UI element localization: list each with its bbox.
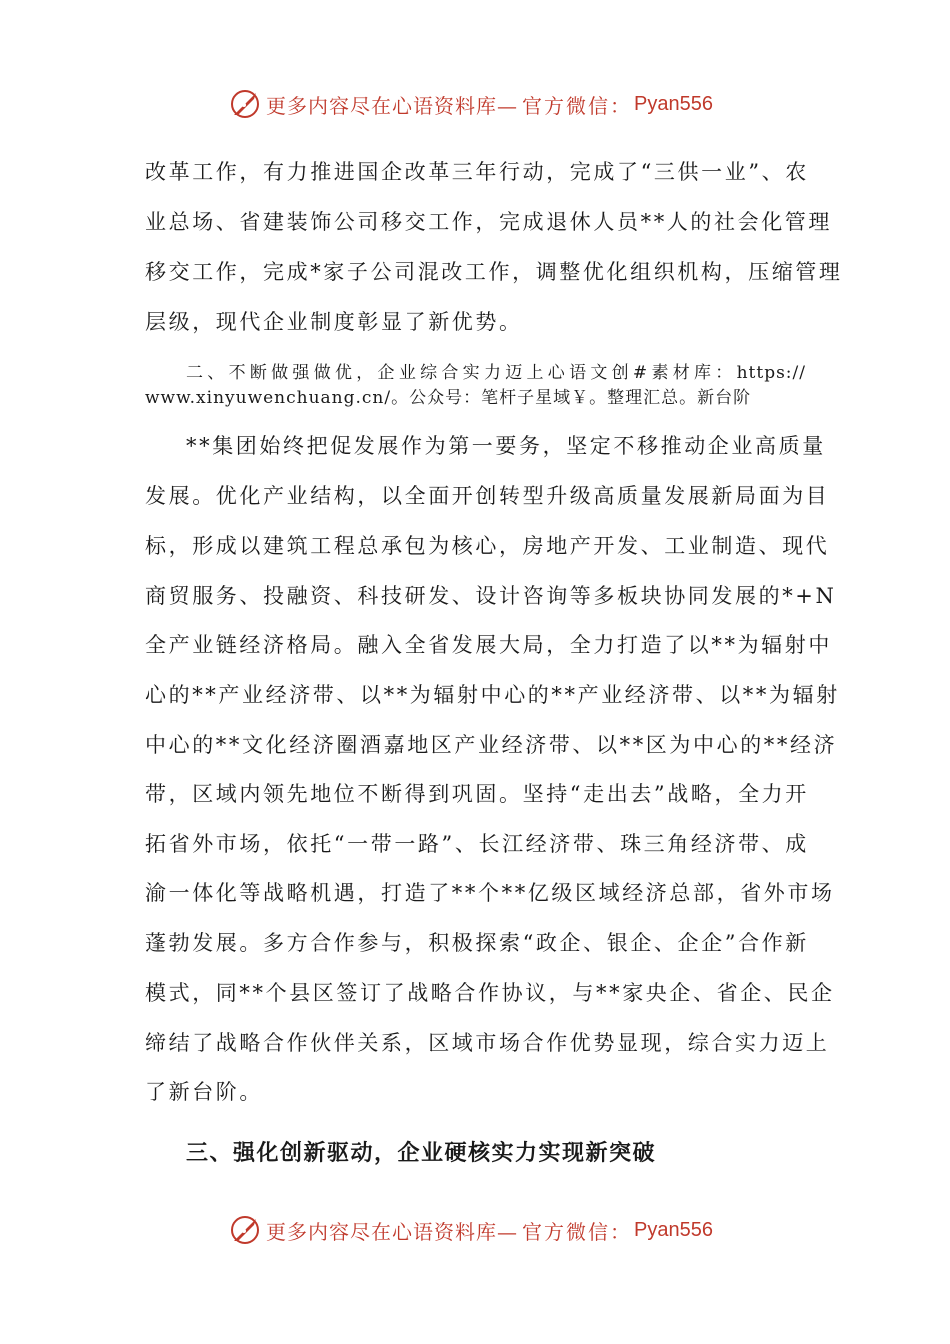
text-line: 带，区域内领先地位不断得到巩固。坚持“走出去”战略，全力开 <box>145 782 809 806</box>
text-line: 全产业链经济格局。融入全省发展大局，全力打造了以**为辐射中 <box>145 633 832 657</box>
text-line: 改革工作，有力推进国企改革三年行动，完成了“三供一业”、农 <box>145 160 809 184</box>
pen-logo-icon <box>228 87 262 121</box>
banner-main-text: 更多内容尽在心语资料库— <box>266 1219 518 1244</box>
banner-wechat-label: 官方微信： <box>522 93 632 118</box>
section-heading-3: 三、强化创新驱动，企业硬核实力实现新突破 <box>186 1141 657 1166</box>
banner-wechat-label: 官方微信： <box>522 1219 632 1244</box>
banner-wechat-id: Pyan556 <box>634 92 713 115</box>
text-line: **集团始终把促发展作为第一要务，坚定不移推动企业高质量 <box>186 434 826 458</box>
text-line: 蓬勃发展。多方合作参与，积极探索“政企、银企、企企”合作新 <box>145 931 809 955</box>
text-line: 标，形成以建筑工程总承包为核心，房地产开发、工业制造、现代 <box>145 534 830 558</box>
text-line: 发展。优化产业结构，以全面开创转型升级高质量发展新局面为目 <box>145 484 830 508</box>
header-watermark-banner <box>228 84 748 124</box>
text-line: 中心的**文化经济圈酒嘉地区产业经济带、以**区为中心的**经济 <box>145 733 838 757</box>
banner-main-text: 更多内容尽在心语资料库— <box>266 93 518 118</box>
text-line: 拓省外市场，依托“一带一路”、长江经济带、珠三角经济带、成 <box>145 832 809 856</box>
text-line: 缔结了战略合作伙伴关系，区域市场合作优势显现，综合实力迈上 <box>145 1031 830 1055</box>
text-line: 业总场、省建装饰公司移交工作，完成退休人员**人的社会化管理 <box>145 210 832 234</box>
heading-line: www.xinyuwenchuang.cn/。公众号：笔杆子星域￥。整理汇总。新台阶 <box>145 388 752 408</box>
heading-line: 二、不断做强做优，企业综合实力迈上心语文创#素材库：https:// <box>186 363 806 383</box>
banner-wechat-id: Pyan556 <box>634 1218 713 1241</box>
text-line: 模式，同**个县区签订了战略合作协议，与**家央企、省企、民企 <box>145 981 835 1005</box>
text-line: 了新台阶。 <box>145 1080 263 1104</box>
footer-watermark-banner <box>228 1210 748 1250</box>
pen-logo-icon <box>228 1213 262 1247</box>
text-line: 移交工作，完成*家子公司混改工作，调整优化组织机构，压缩管理 <box>145 260 843 284</box>
text-line: 渝一体化等战略机遇，打造了**个**亿级区域经济总部，省外市场 <box>145 881 835 905</box>
text-line: 层级，现代企业制度彰显了新优势。 <box>145 310 523 334</box>
text-line: 商贸服务、投融资、科技研发、设计咨询等多板块协同发展的*+N <box>145 584 837 608</box>
text-line: 心的**产业经济带、以**为辐射中心的**产业经济带、以**为辐射 <box>145 683 840 707</box>
